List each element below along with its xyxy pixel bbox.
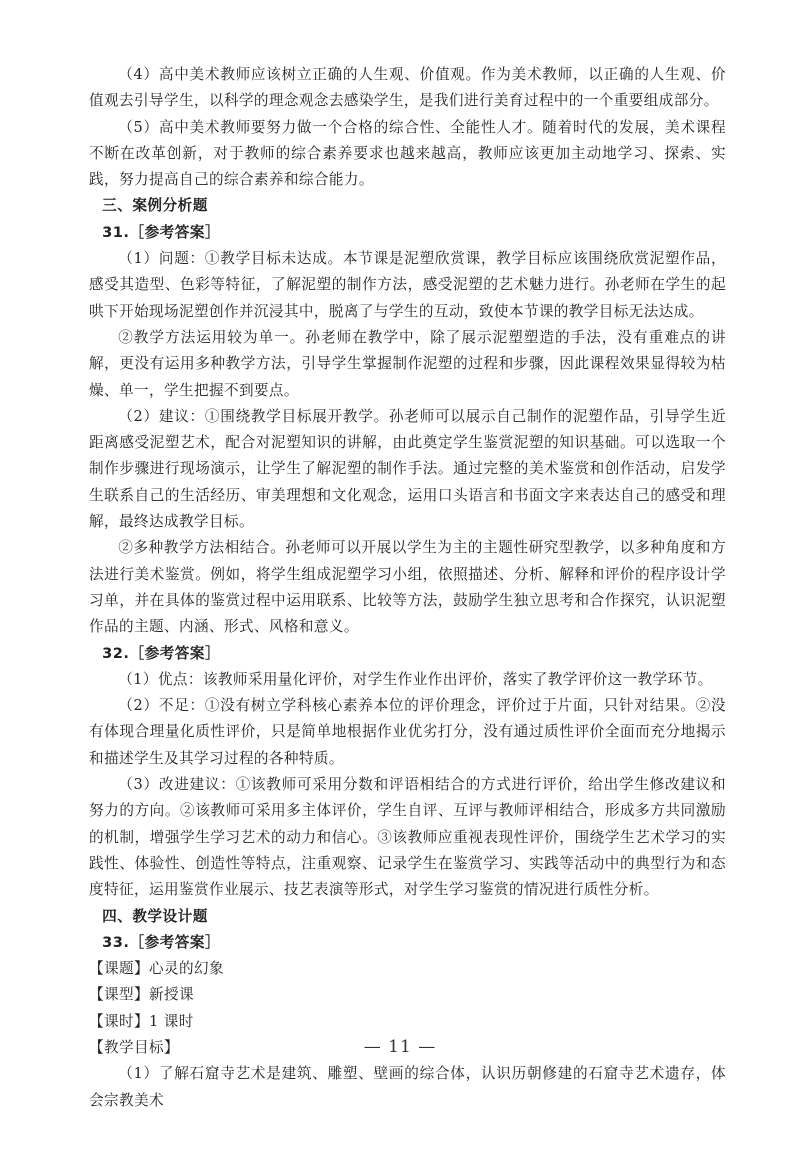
- q31-paragraph-2: ②教学方法运用较为单一。孙老师在教学中，除了展示泥塑塑造的手法，没有重难点的讲解，更没有运用多种教学方法，引导学生掌握制作泥塑的过程和步骤，因此课程效果显得较为枯燥、单一，学生把握不到要点。: [89, 328, 726, 399]
- paragraph-4: （4）高中美术教师应该树立正确的人生观、价值观。作为美术教师，以正确的人生观、价值观去引导学生，以科学的理念观念去感染学生，是我们进行美育过程中的一个重要组成部分。: [89, 66, 726, 110]
- q33-hours: 【课时】1 课时: [89, 1012, 194, 1030]
- section-3-heading: 三、案例分析题: [102, 197, 208, 215]
- q31-paragraph-4: ②多种教学方法相结合。孙老师可以开展以学生为主的主题性研究型教学，以多种角度和方法进行美术鉴赏。例如，将学生组成泥塑学习小组，依照描述、分析、解释和评价的程序设计学习单，并在具体的鉴赏过程中运用联系、比较等方法，鼓励学生独立思考和合作探究，认识泥塑作品的主题、内涵、形式、风格和意义。: [89, 539, 726, 636]
- q31-paragraph-1: （1）问题：①教学目标未达成。本节课是泥塑欣赏课，教学目标应该围绕欣赏泥塑作品，感受其造型、色彩等特征，了解泥塑的制作方法，感受泥塑的艺术魅力进行。孙老师在学生的起哄下开始现场泥塑创作并沉浸其中，脱离了与学生的互动，致使本节课的教学目标无法达成。: [89, 250, 726, 320]
- document-body: [89, 62, 726, 1114]
- paragraph-5: （5）高中美术教师要努力做一个合格的综合性、全能性人才。随着时代的发展，美术课程不断在改革创新，对于教师的综合素养要求也越来越高，教师应该更加主动地学习、探索、实践，努力提高自己的综合素养和综合能力。: [89, 118, 726, 189]
- q33-answer-label: 33.［参考答案］: [102, 933, 221, 951]
- q33-goals-label: 【教学目标】: [89, 1038, 179, 1056]
- q33-topic: 【课题】心灵的幻象: [89, 960, 224, 978]
- q33-type: 【课型】新授课: [89, 986, 194, 1004]
- q31-paragraph-3: （2）建议：①围绕教学目标展开教学。孙老师可以展示自己制作的泥塑作品，引导学生近距离感受泥塑艺术，配合对泥塑知识的讲解，由此奠定学生鉴赏泥塑的知识基础。可以选取一个制作步骤进行现场演示，让学生了解泥塑的制作手法。通过完整的美术鉴赏和创作活动，启发学生联系自己的生活经历、审美理想和文化观念，运用口头语言和书面文字来表达自己的感受和理解，最终达成教学目标。: [89, 407, 726, 531]
- q32-paragraph-1: （1）优点：该教师采用量化评价，对学生作业作出评价，落实了教学评价这一教学环节。: [118, 670, 713, 688]
- page-number: — 11 —: [363, 1037, 437, 1057]
- section-4-heading: 四、教学设计题: [102, 907, 208, 925]
- q32-answer-label: 32.［参考答案］: [102, 644, 221, 662]
- q32-paragraph-3: （3）改进建议：①该教师可采用分数和评语相结合的方式进行评价，给出学生修改建议和努力的方向。②该教师可采用多主体评价，学生自评、互评与教师评相结合，形成多方共同激励的机制，增强学生学习艺术的动力和信心。③该教师应重视表现性评价，围绕学生艺术学习的实践性、体验性、创造性等特点，注重观察、记录学生在鉴赏学习、实践等活动中的典型行为和态度特征，运用鉴赏作业展示、技艺表演等形式，对学生学习鉴赏的情况进行质性分析。: [89, 776, 726, 899]
- q33-goal-1: （1）了解石窟寺艺术是建筑、雕塑、壁画的综合体，认识历朝修建的石窟寺艺术遗存，体会宗教美术: [89, 1065, 726, 1109]
- q32-paragraph-2: （2）不足：①没有树立学科核心素养本位的评价理念，评价过于片面，只针对结果。②没有体现合理量化质性评价，只是简单地根据作业优劣打分，没有通过质性评价全面而充分地揭示和描述学生及其学习过程的各种特质。: [89, 697, 726, 767]
- q31-answer-label: 31.［参考答案］: [102, 223, 221, 241]
